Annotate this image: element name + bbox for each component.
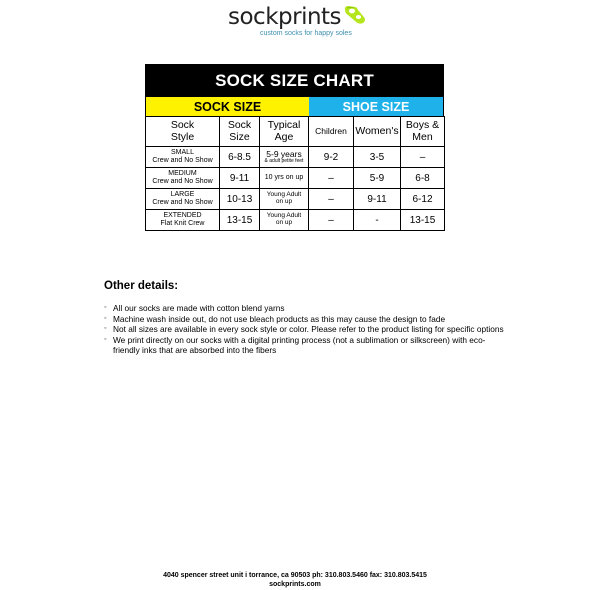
chart-title: SOCK SIZE CHART — [145, 64, 444, 97]
chart-group-header — [145, 97, 444, 116]
cell-age: Young Adult on up — [260, 210, 309, 231]
cell-style: MEDIUM Crew and No Show — [146, 168, 220, 189]
cell-age: 10 yrs on up — [260, 168, 309, 189]
table-row — [146, 210, 445, 231]
cell-womens: 9-11 — [354, 189, 401, 210]
logo — [228, 4, 368, 40]
header-sock-style: Sock Style — [146, 117, 220, 147]
table-row — [146, 189, 445, 210]
shoe-size-group-label: SHOE SIZE — [309, 97, 443, 116]
cell-womens: 3-5 — [354, 147, 401, 168]
sock-size-group-label: SOCK SIZE — [146, 97, 309, 116]
cell-size: 13-15 — [220, 210, 260, 231]
cell-children: – — [309, 168, 354, 189]
footer-address: 4040 spencer street unit i torrance, ca 90503 ph: 310.803.5460 fax: 310.803.5415 — [163, 572, 427, 579]
logo-wordmark: sockprints — [228, 4, 342, 30]
table-row — [146, 147, 445, 168]
list-item: ◦ Not all sizes are available in every sock style or color. Please refer to the product listing for specific options — [104, 324, 504, 334]
table-row — [146, 168, 445, 189]
bullet-icon: ◦ — [104, 314, 107, 322]
cell-womens: - — [354, 210, 401, 231]
bullet-icon: ◦ — [104, 325, 107, 332]
details-title: Other details: — [104, 280, 179, 292]
details-list — [104, 303, 504, 356]
header-typical-age: Typical Age — [260, 117, 309, 147]
list-item: ◦ All our socks are made with cotton blend yarns — [104, 303, 285, 313]
header-children: Children — [309, 117, 354, 147]
logo-tagline: custom socks for happy soles — [260, 30, 352, 37]
cell-style: EXTENDED Flat Knit Crew — [146, 210, 220, 231]
footer — [0, 571, 590, 589]
cell-size: 10-13 — [220, 189, 260, 210]
cell-men: 6-8 — [401, 168, 445, 189]
cell-style: SMALL Crew and No Show — [146, 147, 220, 168]
cell-size: 6-8.5 — [220, 147, 260, 168]
cell-men: 13-15 — [401, 210, 445, 231]
cell-womens: 5-9 — [354, 168, 401, 189]
sock-logo-icon — [341, 4, 369, 26]
header-womens: Women's — [354, 117, 401, 147]
header-boys-men: Boys & Men — [401, 117, 445, 147]
cell-men: – — [401, 147, 445, 168]
cell-men: 6-12 — [401, 189, 445, 210]
bullet-icon: ◦ — [104, 335, 107, 343]
cell-style: LARGE Crew and No Show — [146, 189, 220, 210]
list-item: ◦ We print directly on our socks with a digital printing process (not a sublimation or silkscreen) with eco-friendly inks that are absorbed into the fibers — [104, 334, 486, 355]
size-table — [145, 116, 445, 231]
cell-children: 9-2 — [309, 147, 354, 168]
header-sock-size: Sock Size — [220, 117, 260, 147]
sock-size-chart — [145, 64, 444, 231]
bullet-icon: ◦ — [104, 304, 107, 311]
footer-website: sockprints.com — [269, 581, 321, 588]
cell-children: – — [309, 189, 354, 210]
cell-size: 9-11 — [220, 168, 260, 189]
cell-children: – — [309, 210, 354, 231]
list-item: ◦ Machine wash inside out, do not use bleach products as this may cause the design to fade — [104, 313, 446, 324]
cell-age: Young Adult on up — [260, 189, 309, 210]
cell-age: 5-9 years & adult petite feet — [260, 147, 309, 168]
table-header-row — [146, 117, 445, 147]
